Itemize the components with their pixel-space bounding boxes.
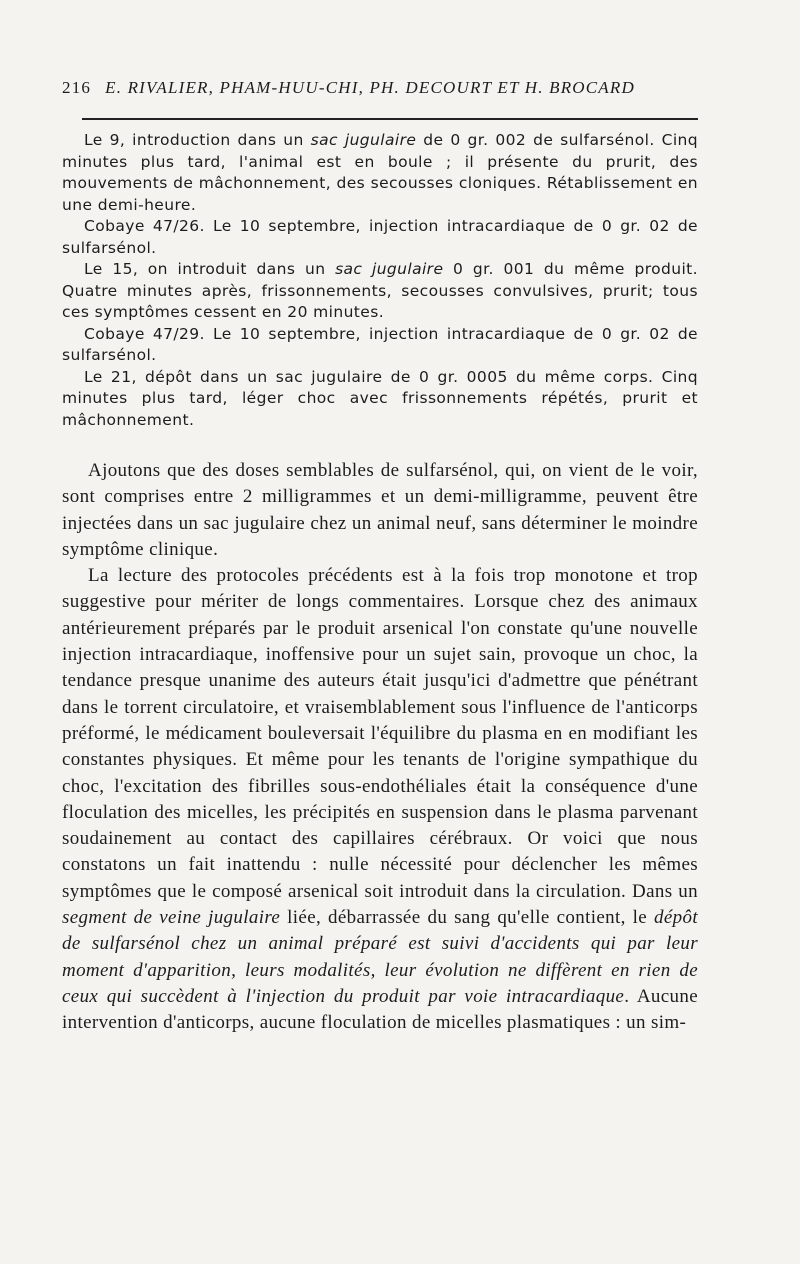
protocol-paragraph: Cobaye 47/26. Le 10 septembre, injection intracardiaque de 0 gr. 02 de sulfarsénol. <box>62 217 698 257</box>
page <box>62 78 698 1034</box>
body-paragraph: Ajoutons que des doses semblables de sulfarsénol, qui, on vient de le voir, sont comprises entre 2 milligrammes et un demi-milligramme, peuvent être injectées dans un sac jugulaire chez un animal neuf, sans déterminer le moindre symptôme clinique. <box>62 460 698 560</box>
running-head-authors: E. RIVALIER, PHAM-HUU-CHI, PH. DECOURT ET H. BROCARD <box>105 78 635 97</box>
protocol-paragraph: Le 21, dépôt dans un sac jugulaire de 0 gr. 0005 du même corps. Cinq minutes plus tard, léger choc avec frissonnements répétés, prurit et mâchonnement. <box>62 367 698 429</box>
body-text <box>62 458 698 1037</box>
page-number: 216 <box>62 78 92 97</box>
body-paragraph: La lecture des protocoles précédents est à la fois trop monotone et trop suggestive pour mériter de longs commentaires. Lorsque chez des animaux antérieurement préparés par le produit arsenical l'on constate qu'une nouvelle injection intracardiaque, inoffensive pour un sujet sain, provoque un choc, la tendance presque unanime des auteurs était jusqu'ici d'admettre que pénétrant dans le torrent circulatoire, et vraisemblablement sous l'influence de l'anticorps préformé, le médicament bouleversait l'équilibre du plasma en en modifiant les constantes physiques. Et même pour les tenants de l'origine sympathique du choc, l'excitation des fibrilles sous-endothéliales était la conséquence d'une floculation des micelles, les précipités en suspension dans le plasma parvenant soudainement au contact des capillaires cérébraux. Or voici que nous constatons un fait inattendu : nulle nécessité pour déclencher les mêmes symptômes que le composé arsenical soit introduit dans la circulation. Dans un segment de veine jugulaire liée, débarrassée du sang qu'elle contient, le dépôt de sulfarsénol chez un animal préparé est suivi d'accidents qui par leur moment d'apparition, leurs modalités, leur évolution ne diffèrent en rien de ceux qui succèdent à l'injection du produit par voie intracardiaque. Aucune intervention d'anticorps, aucune floculation de micelles plasmatiques : un sim- <box>62 565 698 1034</box>
header-rule <box>82 118 698 120</box>
running-head <box>62 78 698 108</box>
protocol-paragraph: Le 9, introduction dans un sac jugulaire de 0 gr. 002 de sulfarsénol. Cinq minutes plus tard, l'animal est en boule ; il présente du prurit, des mouvements de mâchonnement, des secousses cloniques. Rétablissement en une demi-heure. <box>62 131 698 214</box>
protocol-block <box>62 130 698 431</box>
protocol-paragraph: Cobaye 47/29. Le 10 septembre, injection intracardiaque de 0 gr. 02 de sulfarsénol. <box>62 324 698 364</box>
protocol-paragraph: Le 15, on introduit dans un sac jugulaire 0 gr. 001 du même produit. Quatre minutes après, frissonnements, secousses convulsives, prurit; tous ces symptômes cessent en 20 minutes. <box>62 260 698 321</box>
